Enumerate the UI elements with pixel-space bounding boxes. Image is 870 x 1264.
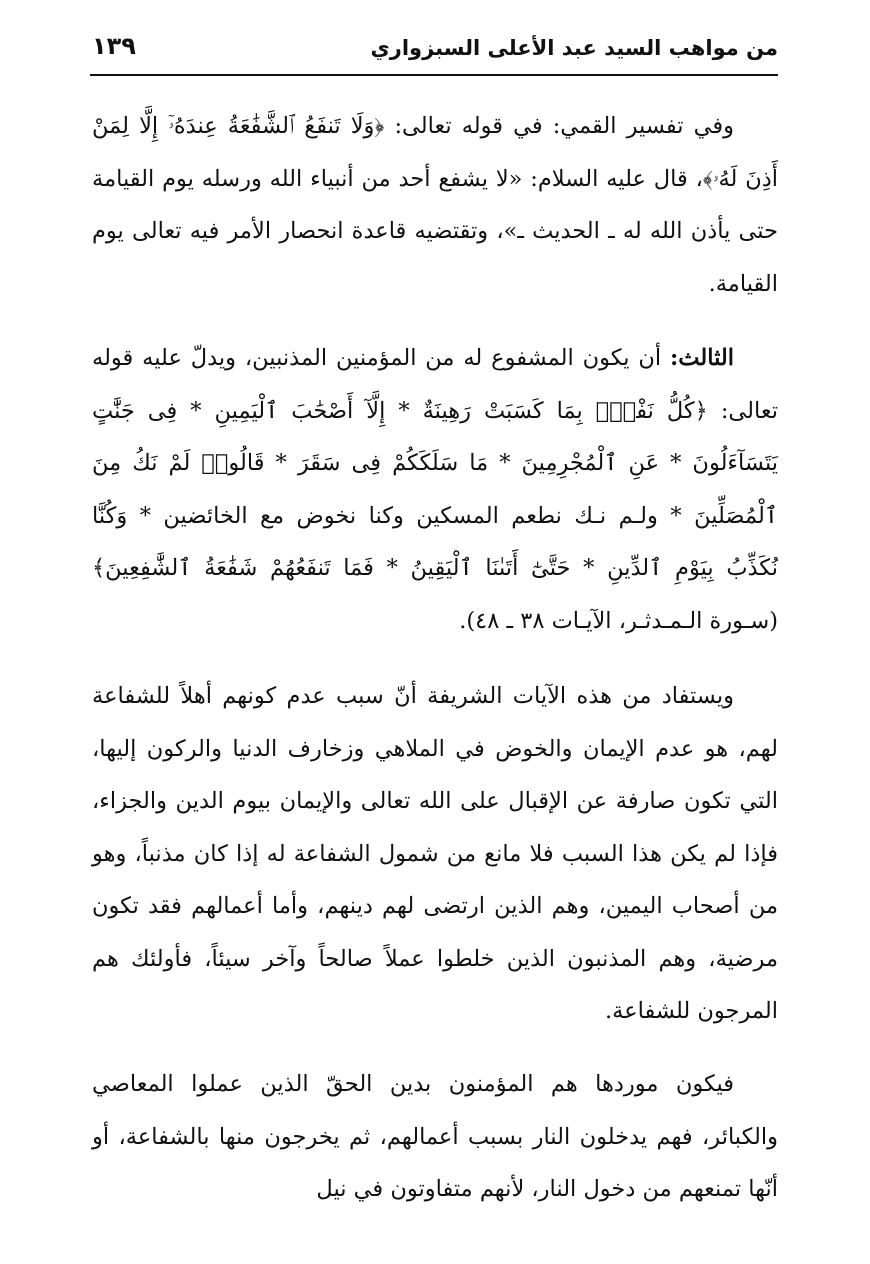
paragraph-3-text: ويستفاد من هذه الآيات الشريفة أنّ سبب عدم كونهم أهلاً للشفاعة لهم، هو عدم الإيمان والخوض في الملاهي وزخارف الدنيا والركون إليها، التي تكون صارفة عن الإقبال على الله تعالى والإيمان بيوم الدين والجزاء، فإذا لم يكن هذا السبب فلا مانع من شمول الشفاعة له إذا كان مذنباً، وهو من أصحاب اليمين، وهم الذين ارتضى لهم دينهم، وأما أعمالهم فقد تكون مرضية، وهم المذنبون الذين خلطوا عملاً صالحاً وآخر سيئاً، فأولئك هم المرجون للشفاعة. xyxy=(92,683,778,1024)
paragraph-2 xyxy=(92,332,778,647)
paragraph-1 xyxy=(92,100,778,310)
paragraph-1-text: وفي تفسير القمي: في قوله تعالى: ﴿وَلَا تَنفَعُ ٱلشَّفَٰعَةُ عِندَهُۥٓ إِلَّا لِمَنْ أَذِنَ لَهُۥ﴾، قال عليه السلام: «لا يشفع أحد من أنبياء الله ورسله يوم القيامة حتى يأذن الله له ـ الحديث ـ»، وتقتضيه قاعدة انحصار الأمر فيه تعالى يوم القيامة. xyxy=(92,113,778,297)
paragraph-2-lead: الثالث: xyxy=(669,345,734,371)
paragraph-3 xyxy=(92,670,778,1038)
page-number: ١٣٩ xyxy=(92,32,136,60)
paragraph-2-text: أن يكون المشفوع له من المؤمنين المذنبين، ويدلّ عليه قوله تعالى: ﴿كُلُّ نَفْسٍۭ بِمَا كَسَبَتْ رَهِينَةٌ * إِلَّآ أَصْحَٰبَ ٱلْيَمِينِ * فِى جَنَّٰتٍ يَتَسَآءَلُونَ * عَنِ ٱلْمُجْرِمِينَ * مَا سَلَكَكُمْ فِى سَقَرَ * قَالُوا۟ لَمْ نَكُ مِنَ ٱلْمُصَلِّينَ * ولـم نـك نطعم المسكين وكنا نخوض مع الخائضين * وَكُنَّا نُكَذِّبُ بِيَوْمِ ٱلدِّينِ * حَتَّىٰٓ أَتَىٰنَا ٱلْيَقِينُ * فَمَا تَنفَعُهُمْ شَفَٰعَةُ ٱلشَّٰفِعِينَ﴾ (سـورة الـمـدثـر، الآيـات ٣٨ ـ ٤٨). xyxy=(92,345,778,634)
paragraph-4-text: فيكون موردها هم المؤمنون بدين الحقّ الذين عملوا المعاصي والكبائر، فهم يدخلون النار بسبب أعمالهم، ثم يخرجون منها بالشفاعة، أو أنّها تمنعهم من دخول النار، لأنهم متفاوتون في نيل xyxy=(92,1071,778,1202)
paragraph-4 xyxy=(92,1058,778,1216)
header-title: من مواهب السيد عبد الأعلى السبزواري xyxy=(370,36,778,60)
running-header xyxy=(90,30,778,76)
